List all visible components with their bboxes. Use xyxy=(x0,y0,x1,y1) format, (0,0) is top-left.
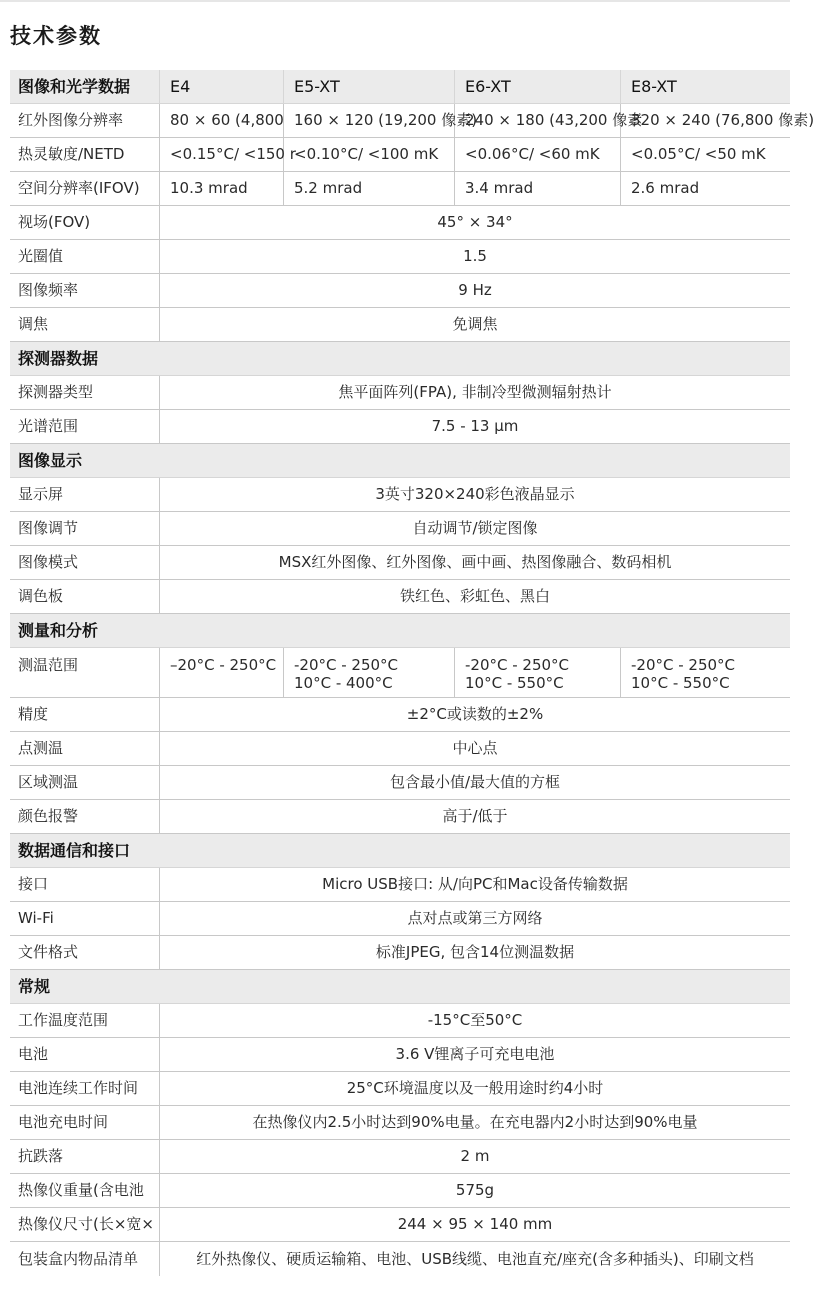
spec-value-e6-xt: 3.4 mrad xyxy=(455,172,621,205)
spec-value: 2 m xyxy=(460,1147,490,1165)
spec-row-spot xyxy=(10,732,790,766)
spec-value-e8-xt: 320 × 240 (76,800 像素) xyxy=(631,111,814,129)
spec-row-palettes xyxy=(10,580,790,614)
top-divider xyxy=(0,0,790,2)
spec-value: 铁红色、彩虹色、黑白 xyxy=(399,587,550,605)
spec-label: 红外图像分辨率 xyxy=(10,104,160,137)
spec-value-e8-xt: <0.05°C/ <50 mK xyxy=(631,145,766,163)
spec-row-ifov xyxy=(10,172,790,206)
spec-value: -15°C至50°C xyxy=(427,1011,523,1029)
spec-value-e4: 80 × 60 (4,800 xyxy=(160,104,284,137)
spec-value: 45° × 34° xyxy=(437,213,513,231)
section-header-communication xyxy=(10,834,790,868)
spec-value-e6-xt: 240 × 180 (43,200 像素 xyxy=(455,104,621,137)
spec-label: 探测器类型 xyxy=(10,376,160,409)
spec-label: 显示屏 xyxy=(10,478,160,511)
spec-row-color-alarm xyxy=(10,800,790,834)
spec-row-area xyxy=(10,766,790,800)
spec-row-detector-type xyxy=(10,376,790,410)
range-line: -20°C - 250°C xyxy=(631,656,736,674)
spec-label: 电池充电时间 xyxy=(10,1106,160,1139)
section-title-measurement: 测量和分析 xyxy=(18,620,99,640)
spec-label: 光圈值 xyxy=(10,240,160,273)
model-e6-xt: E6-XT xyxy=(455,70,621,103)
spec-value-e4: 10.3 mrad xyxy=(160,172,284,205)
spec-value: 点对点或第三方网络 xyxy=(407,909,543,927)
section-header-general xyxy=(10,970,790,1004)
spec-label: 空间分辨率(IFOV) xyxy=(10,172,160,205)
spec-label-text: 测温范围 xyxy=(18,656,79,674)
spec-row-fov xyxy=(10,206,790,240)
model-e4: E4 xyxy=(160,70,284,103)
spec-label: 接口 xyxy=(10,868,160,901)
spec-row-wifi xyxy=(10,902,790,936)
spec-value-e8-xt: 2.6 mrad xyxy=(631,179,700,197)
spec-row-interface xyxy=(10,868,790,902)
spec-row-spectral-range xyxy=(10,410,790,444)
spec-value: 免调焦 xyxy=(452,315,498,333)
spec-label: 调焦 xyxy=(10,308,160,341)
spec-value: 244 × 95 × 140 mm xyxy=(397,1215,553,1233)
spec-value: 自动调节/锁定图像 xyxy=(412,519,538,537)
spec-value: ±2°C或读数的±2% xyxy=(406,705,544,723)
spec-value-e5-xt: 160 × 120 (19,200 像素) xyxy=(284,104,455,137)
spec-value: 在热像仪内2.5小时达到90%电量。在充电器内2小时达到90%电量 xyxy=(252,1113,698,1131)
spec-value: 3英寸320×240彩色液晶显示 xyxy=(375,485,575,503)
spec-row-netd xyxy=(10,138,790,172)
spec-label: 图像模式 xyxy=(10,546,160,579)
spec-table xyxy=(10,70,814,1276)
spec-value: 3.6 V锂离子可充电电池 xyxy=(395,1045,555,1063)
spec-value: 1.5 xyxy=(463,247,487,265)
page-title: 技术参数 xyxy=(10,24,102,48)
spec-value: 9 Hz xyxy=(458,281,492,299)
spec-value: 红外热像仪、硬质运输箱、电池、USB线缆、电池直充/座充(含多种插头)、印刷文档 xyxy=(196,1249,754,1268)
spec-value: MSX红外图像、红外图像、画中画、热图像融合、数码相机 xyxy=(278,553,672,571)
model-e8-xt: E8-XT xyxy=(631,76,677,96)
spec-value: 高于/低于 xyxy=(442,807,508,825)
spec-label: 区域测温 xyxy=(10,766,160,799)
spec-row-image-adjust xyxy=(10,512,790,546)
spec-value: 中心点 xyxy=(452,739,498,757)
spec-row-box-contents xyxy=(10,1242,790,1276)
spec-value-e8-xt xyxy=(621,648,790,697)
range-line: –20°C - 250°C xyxy=(170,656,277,674)
spec-value: 575g xyxy=(455,1181,495,1199)
spec-row-weight xyxy=(10,1174,790,1208)
spec-row-frame-rate xyxy=(10,274,790,308)
spec-row-screen xyxy=(10,478,790,512)
spec-value-e4: <0.15°C/ <150 r xyxy=(160,138,284,171)
spec-label: Wi-Fi xyxy=(10,902,160,935)
spec-label: 精度 xyxy=(10,698,160,731)
spec-label: 热灵敏度/NETD xyxy=(10,138,160,171)
spec-row-dimensions xyxy=(10,1208,790,1242)
section-header-measurement xyxy=(10,614,790,648)
spec-value: Micro USB接口: 从/向PC和Mac设备传输数据 xyxy=(322,875,628,893)
spec-label: 图像频率 xyxy=(10,274,160,307)
spec-label: 包装盒内物品清单 xyxy=(10,1242,160,1276)
spec-label xyxy=(10,648,160,697)
section-title-general: 常规 xyxy=(18,976,51,996)
spec-label: 文件格式 xyxy=(10,936,160,969)
section-header-display xyxy=(10,444,790,478)
spec-row-file-format xyxy=(10,936,790,970)
spec-row-drop xyxy=(10,1140,790,1174)
section-header-optics xyxy=(10,70,790,104)
spec-value-e6-xt xyxy=(455,648,621,697)
section-title-communication: 数据通信和接口 xyxy=(18,840,131,860)
spec-row-image-modes xyxy=(10,546,790,580)
spec-label: 热像仪重量(含电池 xyxy=(10,1174,160,1207)
section-title-optics: 图像和光学数据 xyxy=(10,70,160,103)
spec-row-operating-temp xyxy=(10,1004,790,1038)
spec-label: 抗跌落 xyxy=(10,1140,160,1173)
model-e5-xt: E5-XT xyxy=(284,70,455,103)
spec-row-temp-range xyxy=(10,648,790,698)
spec-row-accuracy xyxy=(10,698,790,732)
spec-label: 电池 xyxy=(10,1038,160,1071)
section-title-display: 图像显示 xyxy=(18,450,83,470)
spec-value: 焦平面阵列(FPA), 非制冷型微测辐射热计 xyxy=(338,383,612,401)
spec-value-e6-xt: <0.06°C/ <60 mK xyxy=(455,138,621,171)
spec-value-e5-xt: 5.2 mrad xyxy=(284,172,455,205)
spec-value: 25°C环境温度以及一般用途时约4小时 xyxy=(346,1079,604,1097)
spec-value-e4 xyxy=(160,648,284,697)
spec-label: 电池连续工作时间 xyxy=(10,1072,160,1105)
spec-value: 标准JPEG, 包含14位测温数据 xyxy=(375,943,575,961)
spec-value-e5-xt xyxy=(284,648,455,697)
spec-value-e5-xt: <0.10°C/ <100 mK xyxy=(284,138,455,171)
spec-row-focus xyxy=(10,308,790,342)
spec-label: 颜色报警 xyxy=(10,800,160,833)
range-line: 10°C - 550°C xyxy=(631,674,730,692)
spec-label: 调色板 xyxy=(10,580,160,613)
spec-label: 工作温度范围 xyxy=(10,1004,160,1037)
spec-row-aperture xyxy=(10,240,790,274)
range-line: -20°C - 250°C xyxy=(294,656,399,674)
range-line: 10°C - 550°C xyxy=(465,674,564,692)
section-header-detector xyxy=(10,342,790,376)
spec-row-battery xyxy=(10,1038,790,1072)
spec-label: 点测温 xyxy=(10,732,160,765)
spec-row-battery-life xyxy=(10,1072,790,1106)
spec-label: 热像仪尺寸(长×宽× xyxy=(10,1208,160,1241)
spec-label: 视场(FOV) xyxy=(10,206,160,239)
spec-value: 包含最小值/最大值的方框 xyxy=(389,773,561,791)
spec-label: 光谱范围 xyxy=(10,410,160,443)
range-line: -20°C - 250°C xyxy=(465,656,570,674)
spec-value: 7.5 - 13 μm xyxy=(431,417,519,435)
spec-row-ir-resolution xyxy=(10,104,814,138)
spec-row-charge-time xyxy=(10,1106,790,1140)
section-title-detector: 探测器数据 xyxy=(18,348,99,368)
range-line: 10°C - 400°C xyxy=(294,674,393,692)
spec-label: 图像调节 xyxy=(10,512,160,545)
